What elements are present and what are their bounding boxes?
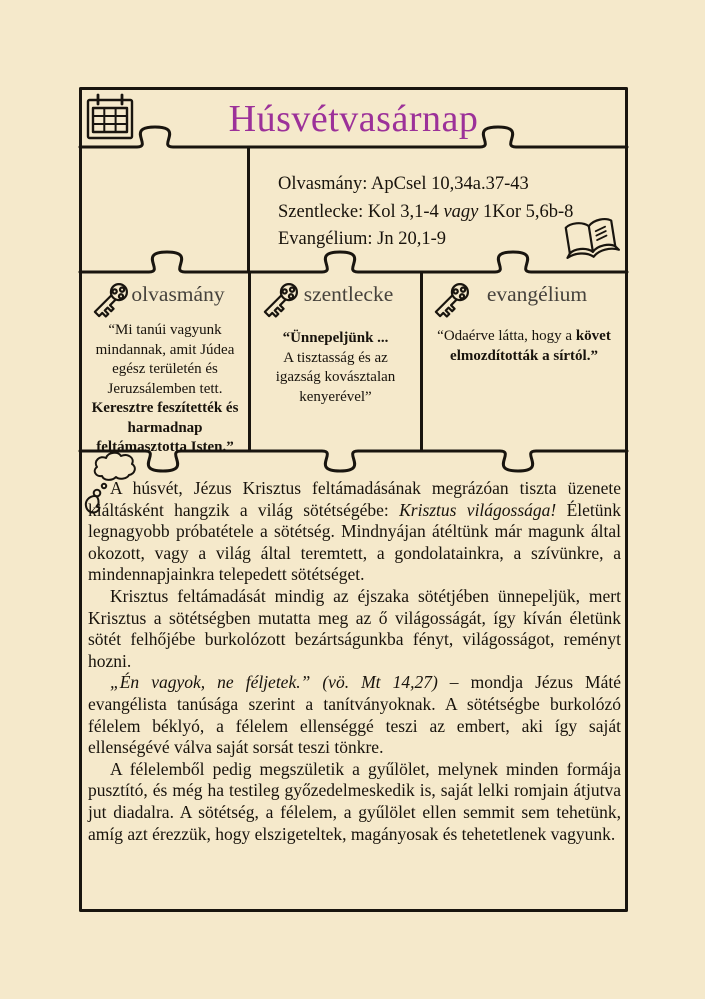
paragraph-3 bbox=[88, 672, 621, 758]
quote-text: A tisztasság és az igazság kovásztalan kenyerével” bbox=[275, 349, 396, 405]
body-text: A húsvét, Jézus Krisztus feltámadásának megrázóan tiszta üzenete kiáltásként hangzik a világ sötétségébe: bbox=[88, 478, 621, 520]
column-header-szentlecke: szentlecke bbox=[303, 282, 394, 306]
body-text-italic: Krisztus világossága! bbox=[399, 499, 557, 520]
body-text: Krisztus feltámadását mindig az éjszaka sötétjében ünnepeljük, mert Krisztus a sötétségben mutatta meg az ő világosságát, így kíván életünk sötét felhőjébe burkolózott bezártságunkba fényt, világosságot, reményt hozni. bbox=[88, 585, 621, 671]
key-icon bbox=[254, 277, 304, 327]
body-text: A félelemből pedig megszületik a gyűlölet, melynek minden formája pusztító, és még ha testileg győzedelmeskedik is, saját lelki romjain átjutva jut diadalra. A sötétség, a félelem, a gyűlölet ellen semmit sem tehetünk, amíg azt érezzük, hogy elszigeteltek, magányosak és tehetetlenek vagyunk. bbox=[88, 758, 621, 844]
column-header-olvasmany: olvasmány bbox=[131, 282, 225, 306]
column-evangelium bbox=[423, 274, 625, 366]
quote-text-bold: Keresztre feszítették és harmadnap feltámasztotta Isten.” bbox=[91, 400, 239, 455]
quote-olvasmany bbox=[82, 321, 248, 458]
column-olvasmany bbox=[82, 274, 248, 458]
paragraph-2 bbox=[88, 586, 621, 672]
reading-text: Olvasmány: ApCsel 10,34a.37-43 bbox=[278, 174, 529, 194]
key-icon bbox=[84, 277, 134, 327]
reading-text: Szentlecke: Kol 3,1-4 bbox=[278, 201, 444, 222]
paragraph-4 bbox=[88, 759, 621, 845]
paragraph-1 bbox=[88, 478, 621, 586]
column-header-evangelium: evangélium bbox=[486, 282, 588, 306]
meditation-text bbox=[88, 478, 621, 845]
key-icon bbox=[425, 277, 475, 327]
body-text-italic: „Én vagyok, ne féljetek.” (vö. Mt 14,27) bbox=[110, 672, 438, 693]
body-text: Életünk legnagyobb próbatétele a sötétség. Mindnyájan átéltünk már magunk által okozott, vagy a világ által teremtett, a gondolatainkra, a szívünkre, a mindennapjainkra telepedett sötétséget. bbox=[88, 499, 622, 585]
reading-text: 1Kor 5,6b-8 bbox=[478, 201, 574, 222]
open-book-icon bbox=[560, 214, 624, 268]
quote-text-bold: követ elmozdították a sírtól.” bbox=[450, 328, 611, 364]
column-szentlecke bbox=[252, 274, 419, 407]
divider-readings bbox=[80, 252, 627, 272]
quote-text-bold: “Ünnepeljünk ... bbox=[282, 330, 389, 346]
page-title: Húsvétvasárnap bbox=[228, 98, 479, 140]
reading-text-italic: vagy bbox=[443, 201, 479, 222]
quote-text: “Odaérve látta, hogy a bbox=[437, 328, 576, 344]
quote-text: “Mi tanúi vagyunk mindannak, amit Júdea egész területén és Jeruzsálemben tett. bbox=[95, 322, 235, 397]
reading-line-olvasmany bbox=[278, 171, 623, 199]
reading-text: Evangélium: Jn 20,1-9 bbox=[278, 229, 447, 249]
quote-evangelium bbox=[423, 327, 625, 366]
body-text: – mondja Jézus Máté evangélista tanúsága szerint a tanítványoknak. A sötétségbe burkolózó félelem béklyó, a félelem ellenséggé teszi az embert, aki így saját ellenségévé válva saját sorsát teszi tönkre. bbox=[88, 672, 621, 758]
quote-szentlecke bbox=[252, 329, 419, 407]
